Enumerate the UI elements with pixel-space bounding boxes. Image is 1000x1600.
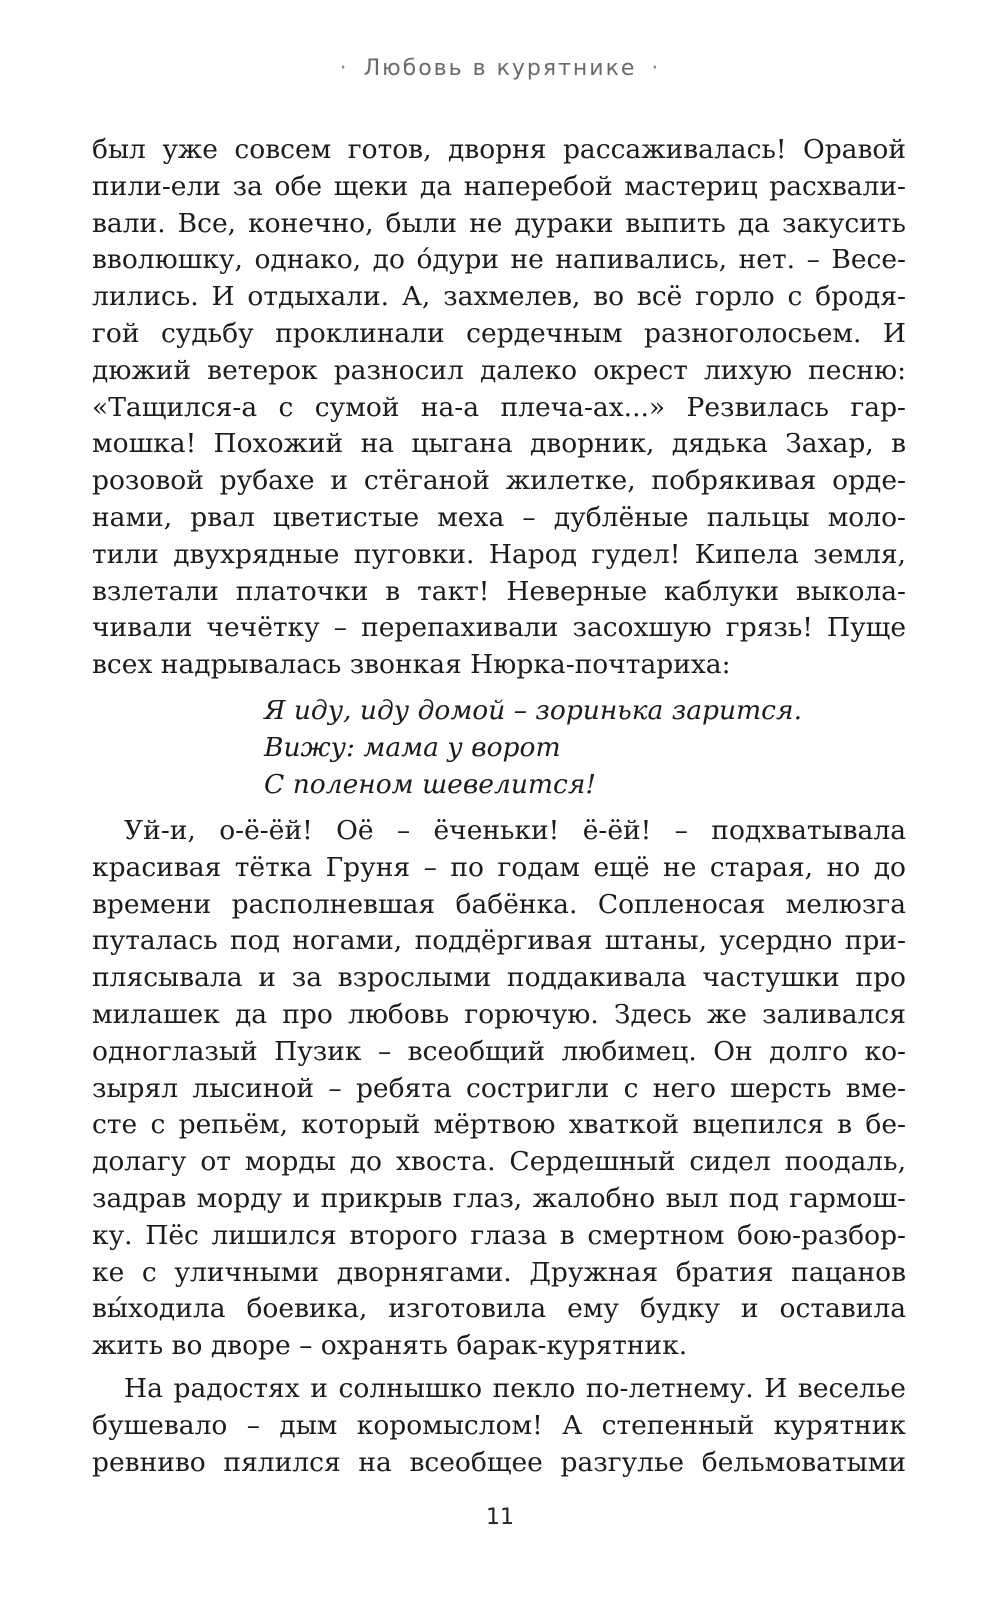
- verse-line: С поленом шевелится!: [264, 768, 597, 800]
- text-line: зырял лысиной – ребята состригли с него шерсть вме-: [92, 1072, 906, 1104]
- verse-line: Вижу: мама у ворот: [264, 731, 561, 763]
- text-line: ке с уличными дворнягами. Дружная братия пацанов: [92, 1256, 906, 1288]
- text-line: плясывала и за взрослыми поддакивала частушки про: [92, 962, 906, 994]
- text-line: тили двухрядные пуговки. Народ гудел! Кипела земля,: [92, 538, 906, 570]
- running-head: [0, 56, 1000, 81]
- text-line: милашек да про любовь горючую. Здесь же заливался: [92, 998, 906, 1030]
- page-number: 11: [486, 1505, 514, 1530]
- paragraph-3: [92, 1371, 906, 1481]
- text-line: На радостях и солнышко пекло по-летнему. И веселье: [124, 1372, 906, 1404]
- text-line: задрав морду и прикрыв глаз, жалобно выл под гармош-: [92, 1182, 906, 1214]
- verse-line: Я иду, иду домой – зоринька зарится.: [264, 694, 802, 726]
- text-line: долагу от морды до хвоста. Сердешный сидел поодаль,: [92, 1146, 906, 1178]
- verse: [264, 692, 906, 803]
- text-line: взлетали платочки в такт! Неверные каблуки выкола-: [92, 575, 906, 607]
- text-line: жить во дворе – охранять барак-курятник.: [92, 1330, 688, 1362]
- text-line: вали. Все, конечно, были не дураки выпить да закусить: [92, 207, 906, 239]
- text-line: времени располневшая бабёнка. Сопленосая мелюзга: [92, 888, 906, 920]
- ornament-right: ·: [651, 56, 661, 81]
- text-line: бушевало – дым коромыслом! А степенный курятник: [92, 1409, 906, 1441]
- text-line: нами, рвал цветистые меха – дублёные пальцы моло-: [92, 501, 906, 533]
- text-line: красивая тётка Груня – по годам ещё не старая, но до: [92, 851, 906, 883]
- text-line: сте с репьём, который мёртвою хваткой вцепился в бе-: [92, 1109, 906, 1141]
- text-line: был уже совсем готов, дворня рассаживалась! Оравой: [92, 134, 906, 165]
- running-title: Любовь в курятнике: [363, 56, 637, 81]
- ornament-left: ·: [339, 56, 349, 81]
- text-line: вы́ходила боевика, изготовила ему будку и оставила: [92, 1293, 906, 1325]
- text-line: ку. Пёс лишился второго глаза в смертном бою-разбор-: [92, 1219, 906, 1251]
- text-line: дюжий ветерок разносил далеко окрест лихую песню:: [92, 354, 906, 386]
- text-line: чивали чечётку – перепахивали засохшую грязь! Пуще: [92, 612, 906, 644]
- text-line: всех надрывалась звонкая Нюрка-почтариха:: [92, 649, 731, 681]
- text-line: ревниво пялился на всеобщее разгулье бельмоватыми: [92, 1446, 906, 1478]
- paragraph-1: [92, 132, 906, 684]
- text-line: «Тащился-а с сумой на-а плеча-ах...» Резвилась гар-: [92, 391, 906, 423]
- text-line: вволюшку, однако, до о́дури не напивались, нет. – Весе-: [92, 244, 906, 276]
- text-line: гой судьбу проклинали сердечным разноголосьем. И: [92, 317, 906, 349]
- text-line: Уй-и, о-ё-ёй! Оё – ёченьки! ё-ёй! – подхватывала: [124, 814, 906, 846]
- paragraph-2: [92, 813, 906, 1365]
- text-line: мошка! Похожий на цыгана дворник, дядька Захар, в: [92, 428, 906, 460]
- text-line: путалась под ногами, поддёргивая штаны, усердно при-: [92, 925, 906, 957]
- text-line: пили-ели за обе щеки да наперебой мастериц расхвали-: [92, 170, 906, 202]
- text-line: одноглазый Пузик – всеобщий любимец. Он долго ко-: [92, 1035, 906, 1067]
- text-line: розовой рубахе и стёганой жилетке, побрякивая орде-: [92, 465, 906, 497]
- body-text: [92, 132, 906, 1481]
- text-line: лились. И отдыхали. А, захмелев, во всё горло с бродя-: [92, 281, 906, 313]
